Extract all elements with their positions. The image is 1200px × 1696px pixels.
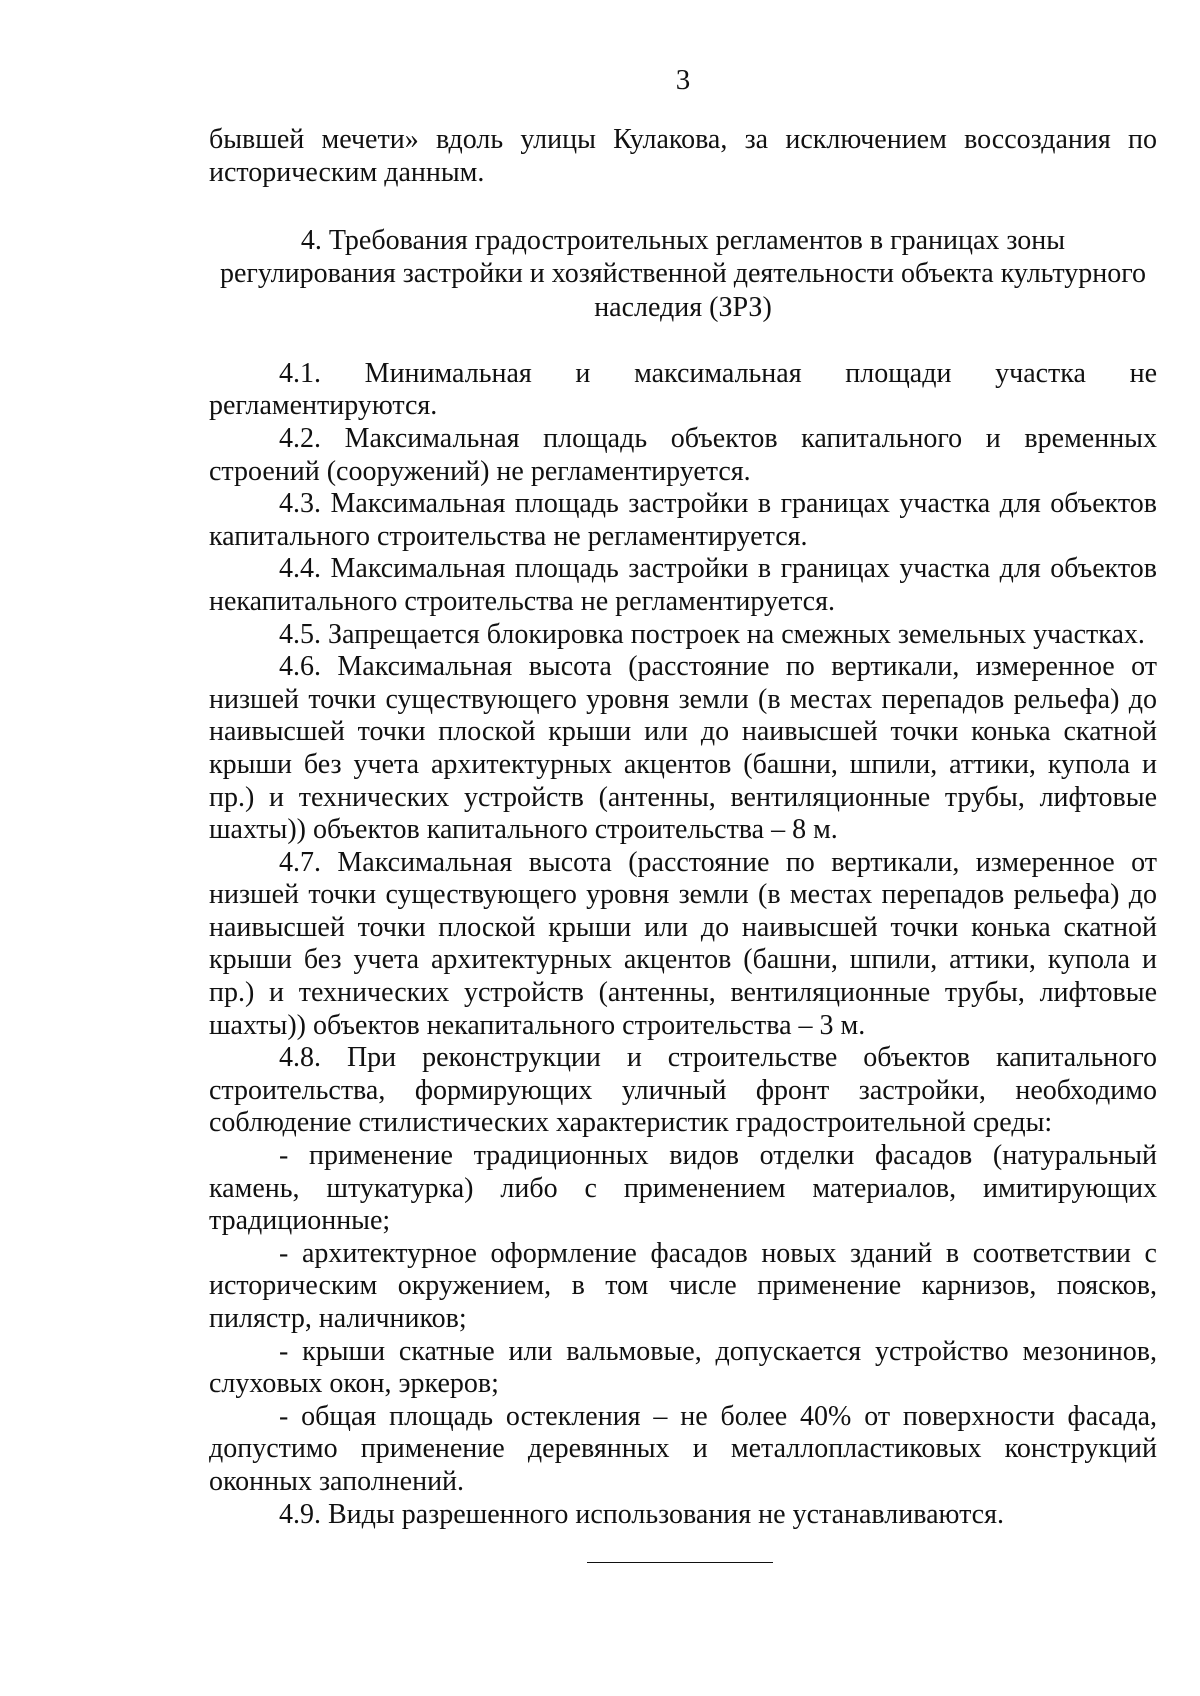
bullet-roofs: - крыши скатные или вальмовые, допускается устройство мезонинов, слуховых окон, эркеров;: [209, 1335, 1157, 1400]
bullet-architectural-design: - архитектурное оформление фасадов новых зданий в соответствии с историческим окружением, в том числе применение карнизов, поясков, пилястр, наличников;: [209, 1237, 1157, 1335]
item-4-1: 4.1. Минимальная и максимальная площади участка не регламентируются.: [209, 357, 1157, 422]
item-4-2: 4.2. Максимальная площадь объектов капитального и временных строений (сооружений) не регламентируется.: [209, 422, 1157, 487]
bullet-facade-finish: - применение традиционных видов отделки фасадов (натуральный камень, штукатурка) либо с применением материалов, имитирующих традиционные;: [209, 1140, 1157, 1237]
item-4-5: 4.5. Запрещается блокировка построек на смежных земельных участках.: [279, 618, 1145, 650]
item-4-9: 4.9. Виды разрешенного использования не устанавливаются.: [279, 1498, 1004, 1530]
item-4-3: 4.3. Максимальная площадь застройки в границах участка для объектов капитального строительства не регламентируется.: [209, 488, 1157, 552]
end-divider-line: [587, 1562, 773, 1563]
item-4-7: 4.7. Максимальная высота (расстояние по вертикали, измеренное от низшей точки существующего уровня земли (в местах перепадов рельефа) до наивысшей точки плоской крыши или до наивысшей точки конька скатной крыши без учета архитектурных акцентов (башни, шпили, аттики, купола и пр.) и технических устройств (антенны, вентиляционные трубы, лифтовые шахты)) объектов некапитального строительства – 3 м.: [209, 846, 1157, 1041]
intro-paragraph: бывшей мечети» вдоль улицы Кулакова, за исключением воссоздания по историческим данным.: [209, 124, 1157, 188]
item-4-6: 4.6. Максимальная высота (расстояние по вертикали, измеренное от низшей точки существующего уровня земли (в местах перепадов рельефа) до наивысшей точки плоской крыши или до наивысшей точки конька скатной крыши без учета архитектурных акцентов (башни, шпили, аттики, купола и пр.) и технических устройств (антенны, вентиляционные трубы, лифтовые шахты)) объектов капитального строительства – 8 м.: [209, 651, 1157, 846]
page-number: 3: [675, 64, 691, 96]
section-heading-line-2: регулирования застройки и хозяйственной деятельности объекта культурного: [219, 258, 1147, 290]
document-body: [209, 124, 1157, 1531]
item-4-4: 4.4. Максимальная площадь застройки в границах участка для объектов некапитального строительства не регламентируется.: [209, 553, 1157, 617]
section-heading: [209, 224, 1157, 324]
section-heading-line-3: наследия (ЗРЗ): [594, 291, 772, 323]
item-4-8: 4.8. При реконструкции и строительстве объектов капитального строительства, формирующих уличный фронт застройки, необходимо соблюдение стилистических характеристик градостроительной среды:: [209, 1042, 1157, 1139]
section-heading-line-1: 4. Требования градостроительных регламентов в границах зоны: [300, 225, 1066, 257]
bullet-glazing: - общая площадь остекления – не более 40% от поверхности фасада, допустимо применение деревянных и металлопластиковых конструкций оконных заполнений.: [209, 1400, 1157, 1497]
